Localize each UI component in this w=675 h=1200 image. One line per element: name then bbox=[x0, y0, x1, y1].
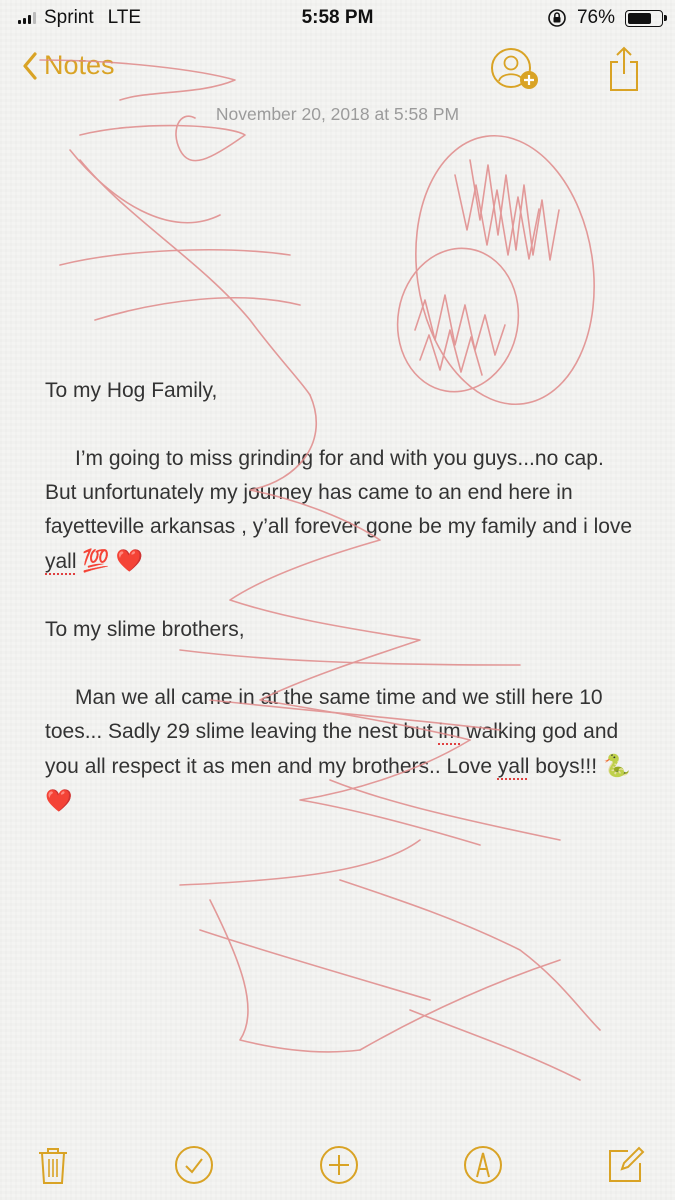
greeting-slime-brothers: To my slime brothers, bbox=[45, 618, 245, 641]
delete-button[interactable] bbox=[31, 1143, 75, 1187]
nav-actions bbox=[489, 44, 641, 96]
share-icon[interactable] bbox=[607, 44, 641, 96]
note-body[interactable] bbox=[45, 374, 635, 819]
markup-button[interactable] bbox=[461, 1143, 505, 1187]
misspelled-word[interactable]: im bbox=[438, 720, 461, 743]
status-time: 5:58 PM bbox=[301, 7, 374, 28]
trash-icon bbox=[36, 1145, 70, 1185]
checklist-icon bbox=[174, 1145, 214, 1185]
battery-icon bbox=[625, 10, 663, 27]
compose-icon bbox=[606, 1145, 646, 1185]
chevron-left-icon bbox=[22, 52, 38, 80]
paragraph-slime-brothers bbox=[45, 681, 635, 819]
checklist-button[interactable] bbox=[172, 1143, 216, 1187]
paragraph-text: Man we all came in at the same time and we still here 10 toes... Sadly 29 slime leaving the nest but bbox=[45, 686, 603, 743]
status-bar bbox=[0, 0, 675, 36]
paragraph-text: I’m going to miss grinding for and with you guys...no cap. But unfortunately my journey has came to an end here in fayetteville arkansas , y’all forever gone be my family and i love bbox=[45, 447, 633, 538]
network-type: LTE bbox=[107, 7, 142, 28]
back-button[interactable] bbox=[22, 50, 115, 81]
nav-bar bbox=[0, 36, 675, 106]
status-right bbox=[547, 7, 663, 29]
paragraph-text: walking god and you all respect it as men and my brothers.. Love bbox=[45, 720, 619, 778]
add-icon bbox=[319, 1145, 359, 1185]
greeting-hog-family: To my Hog Family, bbox=[45, 379, 218, 402]
add-person-icon[interactable] bbox=[489, 44, 545, 96]
markup-icon bbox=[463, 1145, 503, 1185]
misspelled-word[interactable]: yall bbox=[45, 550, 77, 573]
bottom-toolbar bbox=[0, 1130, 675, 1200]
paragraph-hog-family bbox=[45, 442, 635, 579]
back-label: Notes bbox=[44, 50, 115, 80]
add-button[interactable] bbox=[317, 1143, 361, 1187]
orientation-lock-icon bbox=[547, 8, 567, 28]
compose-button[interactable] bbox=[604, 1143, 648, 1187]
emoji-hundred-heart: 💯 ❤️ bbox=[82, 548, 144, 573]
battery-percent: 76% bbox=[576, 7, 615, 28]
note-date: November 20, 2018 at 5:58 PM bbox=[215, 104, 460, 124]
emoji-snake-heart: 🐍❤️ bbox=[45, 753, 631, 813]
misspelled-word[interactable]: yall bbox=[497, 755, 530, 778]
carrier-name: Sprint bbox=[44, 7, 94, 28]
paragraph-text: boys!!! bbox=[529, 755, 603, 778]
